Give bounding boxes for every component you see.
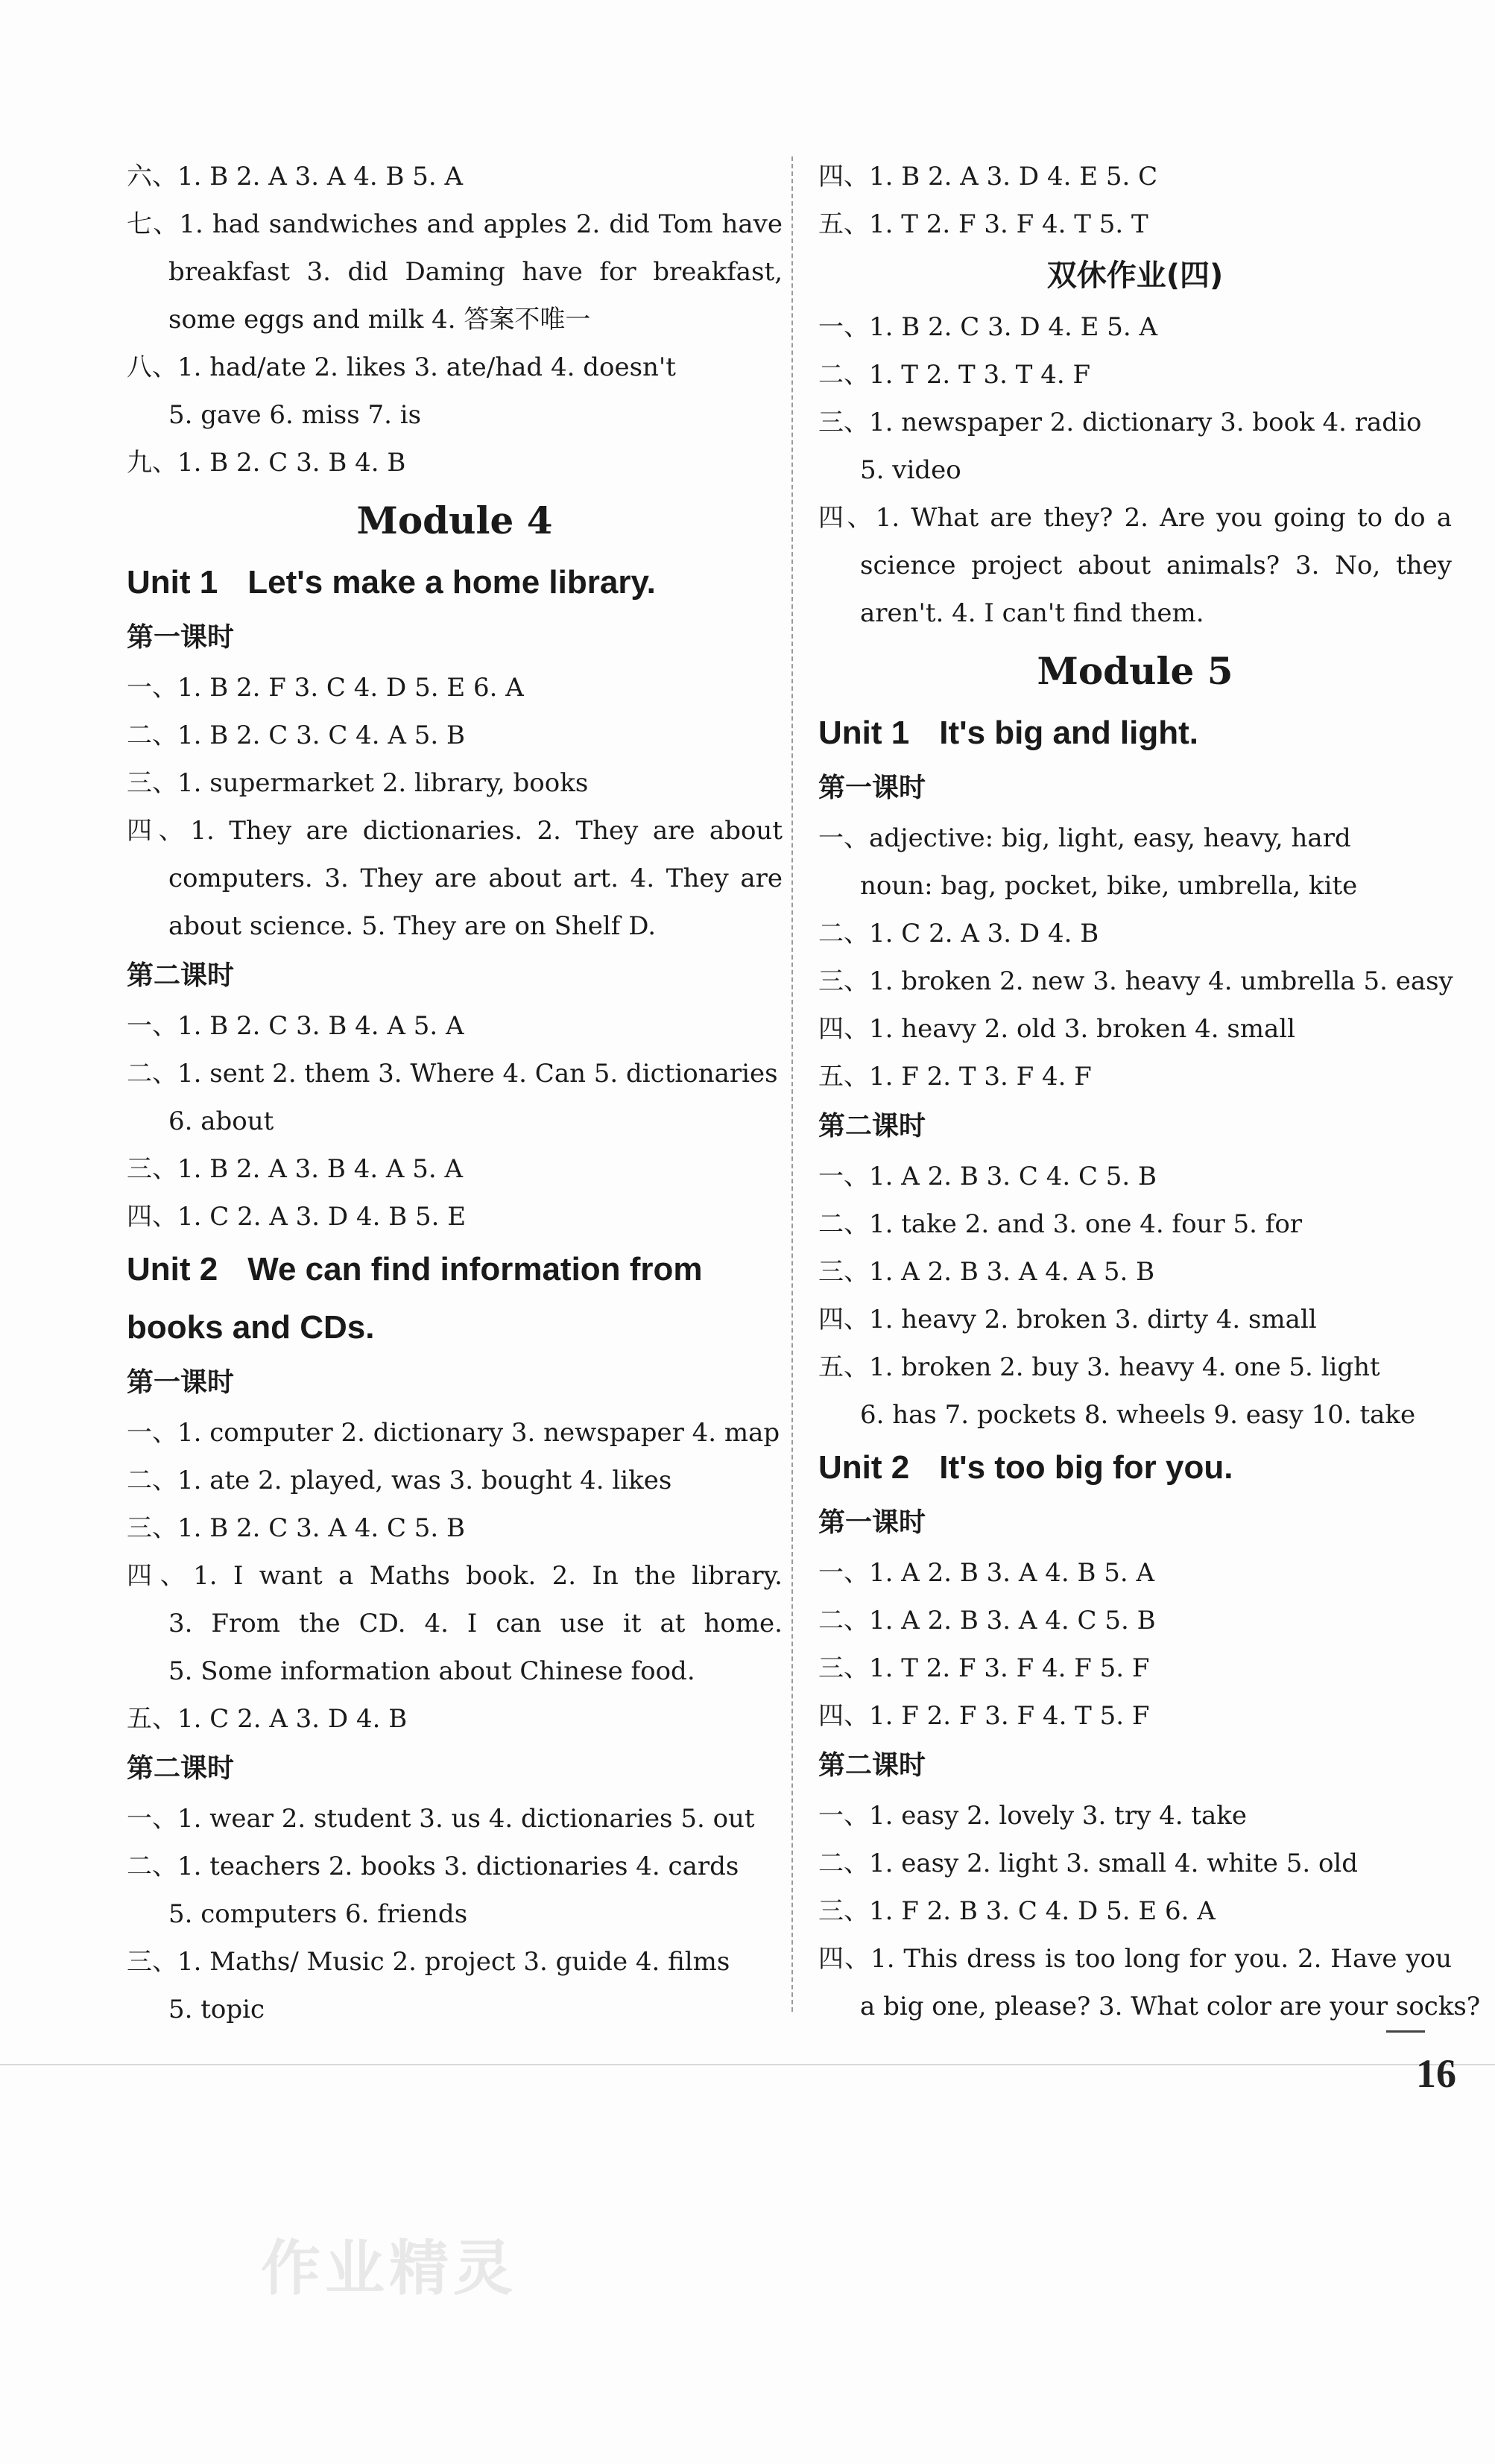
answer-line: 四、1. C 2. A 3. D 4. B 5. E: [127, 1202, 467, 1232]
answer-line: 二、1. C 2. A 3. D 4. B: [818, 919, 1099, 948]
answer-line: 5. video: [860, 455, 961, 485]
lesson-heading: 第一课时: [127, 622, 235, 653]
answer-line: 五、1. T 2. F 3. F 4. T 5. T: [818, 209, 1148, 239]
answer-line: 四、1. heavy 2. broken 3. dirty 4. small: [818, 1305, 1317, 1334]
answer-line: 一、1. A 2. B 3. A 4. B 5. A: [818, 1558, 1155, 1588]
answer-line: 一、1. easy 2. lovely 3. try 4. take: [818, 1801, 1247, 1831]
answer-line: 三、1. B 2. C 3. A 4. C 5. B: [127, 1513, 466, 1543]
unit-heading: [127, 1299, 783, 1357]
answer-line: 5. Some information about Chinese food.: [168, 1656, 695, 1686]
answer-line: 四、1. B 2. A 3. D 4. E 5. C: [818, 162, 1158, 191]
answer-line: 二、1. B 2. C 3. C 4. A 5. B: [127, 720, 466, 750]
answer-line: 二、1. take 2. and 3. one 4. four 5. for: [818, 1209, 1303, 1239]
answer-line: 七、1. had sandwiches and apples 2. did Tom have: [127, 209, 783, 239]
answer-line: 一、1. B 2. C 3. B 4. A 5. A: [127, 1011, 464, 1041]
answer-line: 三、1. newspaper 2. dictionary 3. book 4. radio: [818, 408, 1422, 437]
answer-line: 6. about: [168, 1106, 274, 1136]
unit-number: Unit 2: [127, 1251, 218, 1288]
answer-line: 九、1. B 2. C 3. B 4. B: [127, 448, 406, 478]
page-number-text: 16: [1416, 2051, 1456, 2096]
answer-line: 四、1. heavy 2. old 3. broken 4. small: [818, 1014, 1296, 1044]
unit-heading: [818, 1439, 1452, 1497]
answer-line: 三、1. F 2. B 3. C 4. D 5. E 6. A: [818, 1896, 1216, 1926]
answer-line: aren't. 4. I can't find them.: [860, 598, 1204, 628]
answer-line: 5. computers 6. friends: [168, 1899, 468, 1929]
answer-line: 五、1. broken 2. buy 3. heavy 4. one 5. light: [818, 1352, 1380, 1382]
answer-line: 二、1. sent 2. them 3. Where 4. Can 5. dictionaries: [127, 1059, 778, 1089]
answer-line: 三、1. B 2. A 3. B 4. A 5. A: [127, 1154, 464, 1184]
lesson-heading: 第一课时: [127, 1367, 235, 1398]
answer-line: 二、1. teachers 2. books 3. dictionaries 4. cards: [127, 1852, 739, 1881]
lesson-heading: 第二课时: [127, 1753, 235, 1784]
answer-line: 5. gave 6. miss 7. is: [168, 400, 422, 430]
answer-line: 四、1. I want a Maths book. 2. In the library.: [127, 1561, 783, 1591]
answer-line: 三、1. broken 2. new 3. heavy 4. umbrella 5. easy: [818, 966, 1453, 996]
answer-line: 五、1. F 2. T 3. F 4. F: [818, 1062, 1092, 1092]
answer-line: 八、1. had/ate 2. likes 3. ate/had 4. doesn't: [127, 352, 676, 382]
watermark: 作业精灵: [261, 2234, 517, 2303]
page-number: [1416, 2004, 1495, 2097]
answer-line: 四、1. This dress is too long for you. 2. Have you: [818, 1944, 1452, 1974]
answer-line: breakfast 3. did Daming have for breakfast,: [168, 257, 783, 287]
left-column: [127, 153, 783, 2033]
lesson-heading: 第二课时: [818, 1111, 926, 1141]
answer-line: 二、1. T 2. T 3. T 4. F: [818, 360, 1091, 390]
answer-line: 三、1. supermarket 2. library, books: [127, 768, 589, 798]
lesson-heading: 第一课时: [818, 1507, 926, 1538]
answer-line: a big one, please? 3. What color are your socks?: [860, 1992, 1481, 2021]
lesson-heading: 第二课时: [127, 960, 235, 991]
unit-number: Unit 1: [818, 715, 910, 751]
answer-line: 一、1. A 2. B 3. C 4. C 5. B: [818, 1162, 1157, 1191]
unit-number: Unit 2: [818, 1449, 910, 1486]
answer-line: science project about animals? 3. No, they: [860, 551, 1452, 580]
answer-line: 6. has 7. pockets 8. wheels 9. easy 10. take: [860, 1400, 1416, 1430]
answer-line: 三、1. Maths/ Music 2. project 3. guide 4. films: [127, 1947, 730, 1977]
lesson-heading: 第二课时: [818, 1750, 926, 1781]
footer-rule: [0, 2064, 1495, 2065]
module-heading: Module 4: [356, 498, 553, 542]
unit-title: It's too big for you.: [939, 1449, 1233, 1486]
answer-line: some eggs and milk 4. 答案不唯一: [168, 305, 591, 335]
unit-number: Unit 1: [127, 564, 218, 601]
weekend-homework-heading: 双休作业(四): [1046, 259, 1224, 293]
lesson-heading: 第一课时: [818, 773, 926, 803]
unit-title: It's big and light.: [939, 715, 1199, 751]
unit-heading: [818, 704, 1452, 762]
answer-line: noun: bag, pocket, bike, umbrella, kite: [860, 871, 1358, 901]
unit-title: Let's make a home library.: [247, 564, 656, 601]
answer-line: 四、1. What are they? 2. Are you going to do a: [818, 503, 1452, 533]
answer-line: 三、1. A 2. B 3. A 4. A 5. B: [818, 1257, 1155, 1287]
answer-line: 六、1. B 2. A 3. A 4. B 5. A: [127, 162, 464, 191]
answer-line: 3. From the CD. 4. I can use it at home.: [168, 1609, 783, 1638]
right-column: [818, 153, 1481, 2030]
answer-line: 5. topic: [168, 1995, 265, 2024]
answer-line: 一、1. B 2. F 3. C 4. D 5. E 6. A: [127, 673, 524, 703]
answer-line: 五、1. C 2. A 3. D 4. B: [127, 1704, 408, 1734]
answer-line: 四、1. They are dictionaries. 2. They are about: [127, 816, 783, 846]
unit-title: We can find information from: [247, 1251, 703, 1288]
answer-line: computers. 3. They are about art. 4. They are: [168, 864, 783, 893]
column-divider: [791, 156, 794, 2012]
answer-line: 二、1. ate 2. played, was 3. bought 4. likes: [127, 1466, 672, 1495]
answer-line: about science. 5. They are on Shelf D.: [168, 911, 657, 941]
answer-line: 一、1. computer 2. dictionary 3. newspaper 4. map: [127, 1418, 780, 1448]
answer-line: 二、1. easy 2. light 3. small 4. white 5. old: [818, 1849, 1359, 1878]
answer-line: 三、1. T 2. F 3. F 4. F 5. F: [818, 1653, 1150, 1683]
answer-line: 一、1. B 2. C 3. D 4. E 5. A: [818, 312, 1158, 342]
unit-heading: [127, 554, 783, 612]
module-heading: Module 5: [1037, 649, 1233, 693]
page-number-dash: [1386, 2030, 1425, 2033]
answer-line: 一、adjective: big, light, easy, heavy, hard: [818, 823, 1351, 853]
answer-line: 四、1. F 2. F 3. F 4. T 5. F: [818, 1701, 1150, 1731]
unit-heading: [127, 1241, 783, 1299]
answer-line: 一、1. wear 2. student 3. us 4. dictionaries 5. out: [127, 1804, 755, 1834]
unit-title: books and CDs.: [127, 1309, 375, 1346]
answer-line: 二、1. A 2. B 3. A 4. C 5. B: [818, 1606, 1156, 1635]
